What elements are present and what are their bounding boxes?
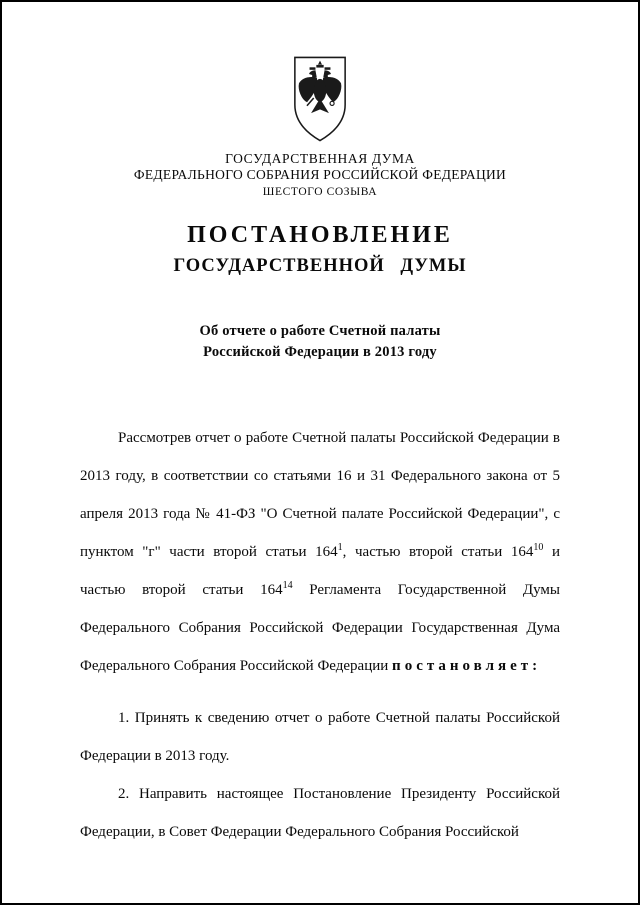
superscript: 1 xyxy=(337,542,343,553)
letterhead-line-3: ШЕСТОГО СОЗЫВА xyxy=(262,186,378,198)
coat-of-arms-icon xyxy=(2,54,638,144)
superscript: 14 xyxy=(282,580,293,591)
preamble-text-segment: Регламента Государственной Думы Федерального Собрания Российской Федерации Государственная Дума Федерального Собрания Российской Федерации xyxy=(80,582,560,674)
resolution-item-2: 2. Направить настоящее Постановление Президенту Российской Федерации, в Совет Федерации Федерального Собрания Российской xyxy=(80,786,560,840)
doc-type-title: ПОСТАНОВЛЕНИЕ xyxy=(187,222,453,248)
resolves-keyword: постановляет: xyxy=(392,658,542,674)
subject-line-2: Российской Федерации в 2013 году xyxy=(203,344,437,360)
double-headed-eagle-emblem xyxy=(291,54,349,144)
resolution-item-1: 1. Принять к сведению отчет о работе Счетной палаты Российской Федерации в 2013 году. xyxy=(80,710,560,764)
document-type-heading xyxy=(2,222,638,277)
subject-heading xyxy=(2,321,638,363)
preamble-text-segment: , частью второй статьи 164 xyxy=(342,544,534,560)
subject-line-1: Об отчете о работе Счетной палаты xyxy=(199,323,441,339)
superscript: 10 xyxy=(533,542,544,553)
letterhead xyxy=(2,151,638,200)
preamble-paragraph xyxy=(80,419,560,685)
doc-type-subtitle: ГОСУДАРСТВЕННОЙ ДУМЫ xyxy=(173,256,467,276)
document-body xyxy=(2,419,638,851)
letterhead-line-2: ФЕДЕРАЛЬНОГО СОБРАНИЯ РОССИЙСКОЙ ФЕДЕРАЦИИ xyxy=(133,167,507,182)
letterhead-line-1: ГОСУДАРСТВЕННАЯ ДУМА xyxy=(225,151,415,166)
preamble-text-segment: и частью второй статьи 164 xyxy=(80,544,561,598)
preamble-text-segment: Рассмотрев отчет о работе Счетной палаты Российской Федерации в 2013 году, в соответствии со статьями 16 и 31 Федерального закона от 5 апреля 2013 года № 41-ФЗ "О Счетной палате Российской Федерации", с пунктом "г" части второй статьи 164 xyxy=(80,430,560,560)
